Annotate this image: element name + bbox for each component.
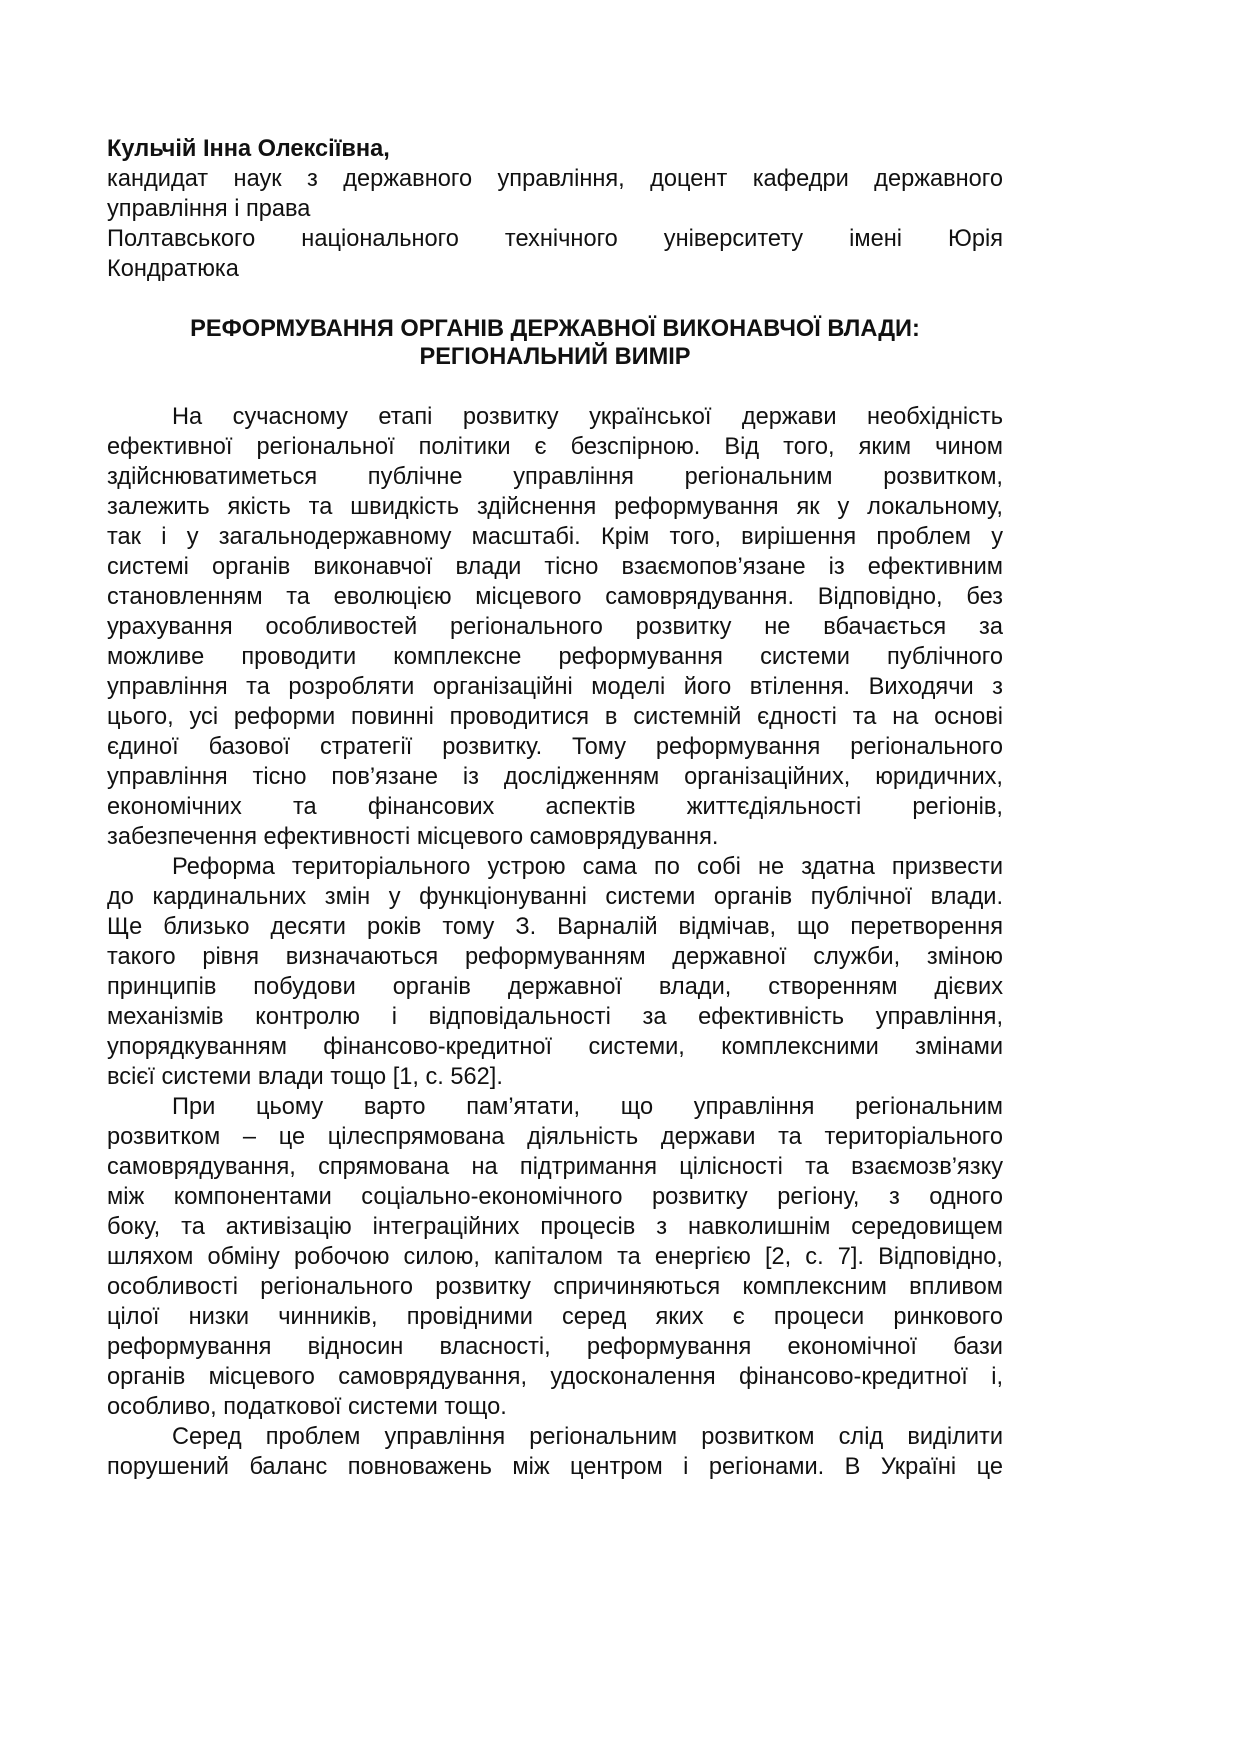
paragraph-line: шляхом обміну робочою силою, капіталом та енергією [2, с. 7]. Відповідно,	[107, 1244, 1003, 1270]
paragraph-line: порушений баланс повноважень між центром і регіонами. В Україні це	[107, 1454, 1003, 1480]
paragraph-line: упорядкуванням фінансово-кредитної системи, комплексними змінами	[107, 1034, 1003, 1060]
paragraph-line: між компонентами соціально-економічного розвитку регіону, з одного	[107, 1184, 1003, 1210]
author-affiliation-line: Полтавського національного технічного університету імені Юрія	[107, 226, 1003, 252]
paragraph-line: до кардинальних змін у функціонуванні системи органів публічної влади.	[107, 884, 1003, 910]
paragraph-line: управління тісно пов’язане із дослідженням організаційних, юридичних,	[107, 764, 1003, 790]
paragraph-line: принципів побудови органів державної влади, створенням дієвих	[107, 974, 1003, 1000]
paragraph-line: здійснюватиметься публічне управління регіональним розвитком,	[107, 464, 1003, 490]
paragraph-line: Серед проблем управління регіональним розвитком слід виділити	[172, 1424, 1003, 1450]
paragraph-line: особливо, податкової системи тощо.	[107, 1394, 507, 1420]
paragraph-line: цього, усі реформи повинні проводитися в системній єдності та на основі	[107, 704, 1003, 730]
paragraph-line: боку, та активізацію інтеграційних процесів з навколишнім середовищем	[107, 1214, 1003, 1240]
paragraph-line: становленням та еволюцією місцевого самоврядування. Відповідно, без	[107, 584, 1003, 610]
paragraph-line: особливості регіонального розвитку спричиняються комплексним впливом	[107, 1274, 1003, 1300]
author-position-line: управління і права	[107, 196, 311, 222]
author-position-line: кандидат наук з державного управління, доцент кафедри державного	[107, 166, 1003, 192]
title-line: РЕФОРМУВАННЯ ОРГАНІВ ДЕРЖАВНОЇ ВИКОНАВЧОЇ ВЛАДИ:	[190, 316, 920, 342]
title-line: РЕГІОНАЛЬНИЙ ВИМІР	[419, 344, 691, 370]
paragraph-line: економічних та фінансових аспектів життєдіяльності регіонів,	[107, 794, 1003, 820]
paragraph-line: Ще близько десяти років тому З. Варналій відмічав, що перетворення	[107, 914, 1003, 940]
paragraph-line: управління та розробляти організаційні моделі його втілення. Виходячи з	[107, 674, 1003, 700]
paragraph-line: системі органів виконавчої влади тісно взаємопов’язане із ефективним	[107, 554, 1003, 580]
paragraph-line: органів місцевого самоврядування, удосконалення фінансово-кредитної і,	[107, 1364, 1003, 1390]
article-title	[107, 315, 1003, 371]
paragraph-line: такого рівня визначаються реформуванням державної служби, зміною	[107, 944, 1003, 970]
author-name: Кульчій Інна Олексіївна,	[107, 136, 390, 162]
paragraph-line: механізмів контролю і відповідальності за ефективність управління,	[107, 1004, 1003, 1030]
paragraph-line: забезпечення ефективності місцевого самоврядування.	[107, 824, 719, 850]
author-affiliation-line: Кондратюка	[107, 256, 239, 282]
paragraph-line: так і у загальнодержавному масштабі. Крім того, вирішення проблем у	[107, 524, 1003, 550]
paragraph-line: Реформа територіального устрою сама по собі не здатна призвести	[172, 854, 1003, 880]
paragraph-line: всієї системи влади тощо [1, с. 562].	[107, 1064, 503, 1090]
paragraph-line: можливе проводити комплексне реформування системи публічного	[107, 644, 1003, 670]
paragraph	[107, 852, 1003, 1092]
article-body	[107, 402, 1003, 1482]
paragraph-line: цілої низки чинників, провідними серед яких є процеси ринкового	[107, 1304, 1003, 1330]
paragraph	[107, 402, 1003, 852]
paragraph-line: розвитком – це цілеспрямована діяльність держави та територіального	[107, 1124, 1003, 1150]
paragraph-line: єдиної базової стратегії розвитку. Тому реформування регіонального	[107, 734, 1003, 760]
paragraph-line: ефективної регіональної політики є безспірною. Від того, яким чином	[107, 434, 1003, 460]
paragraph-line: залежить якість та швидкість здійснення реформування як у локальному,	[107, 494, 1003, 520]
paragraph-line: реформування відносин власності, реформування економічної бази	[107, 1334, 1003, 1360]
paragraph-line: На сучасному етапі розвитку української держави необхідність	[172, 404, 1003, 430]
author-block	[107, 134, 1003, 284]
paragraph-line: самоврядування, спрямована на підтримання цілісності та взаємозв’язку	[107, 1154, 1003, 1180]
paragraph	[107, 1422, 1003, 1482]
document-page	[107, 134, 1003, 1482]
paragraph	[107, 1092, 1003, 1422]
paragraph-line: урахування особливостей регіонального розвитку не вбачається за	[107, 614, 1003, 640]
paragraph-line: При цьому варто пам’ятати, що управління регіональним	[172, 1094, 1003, 1120]
